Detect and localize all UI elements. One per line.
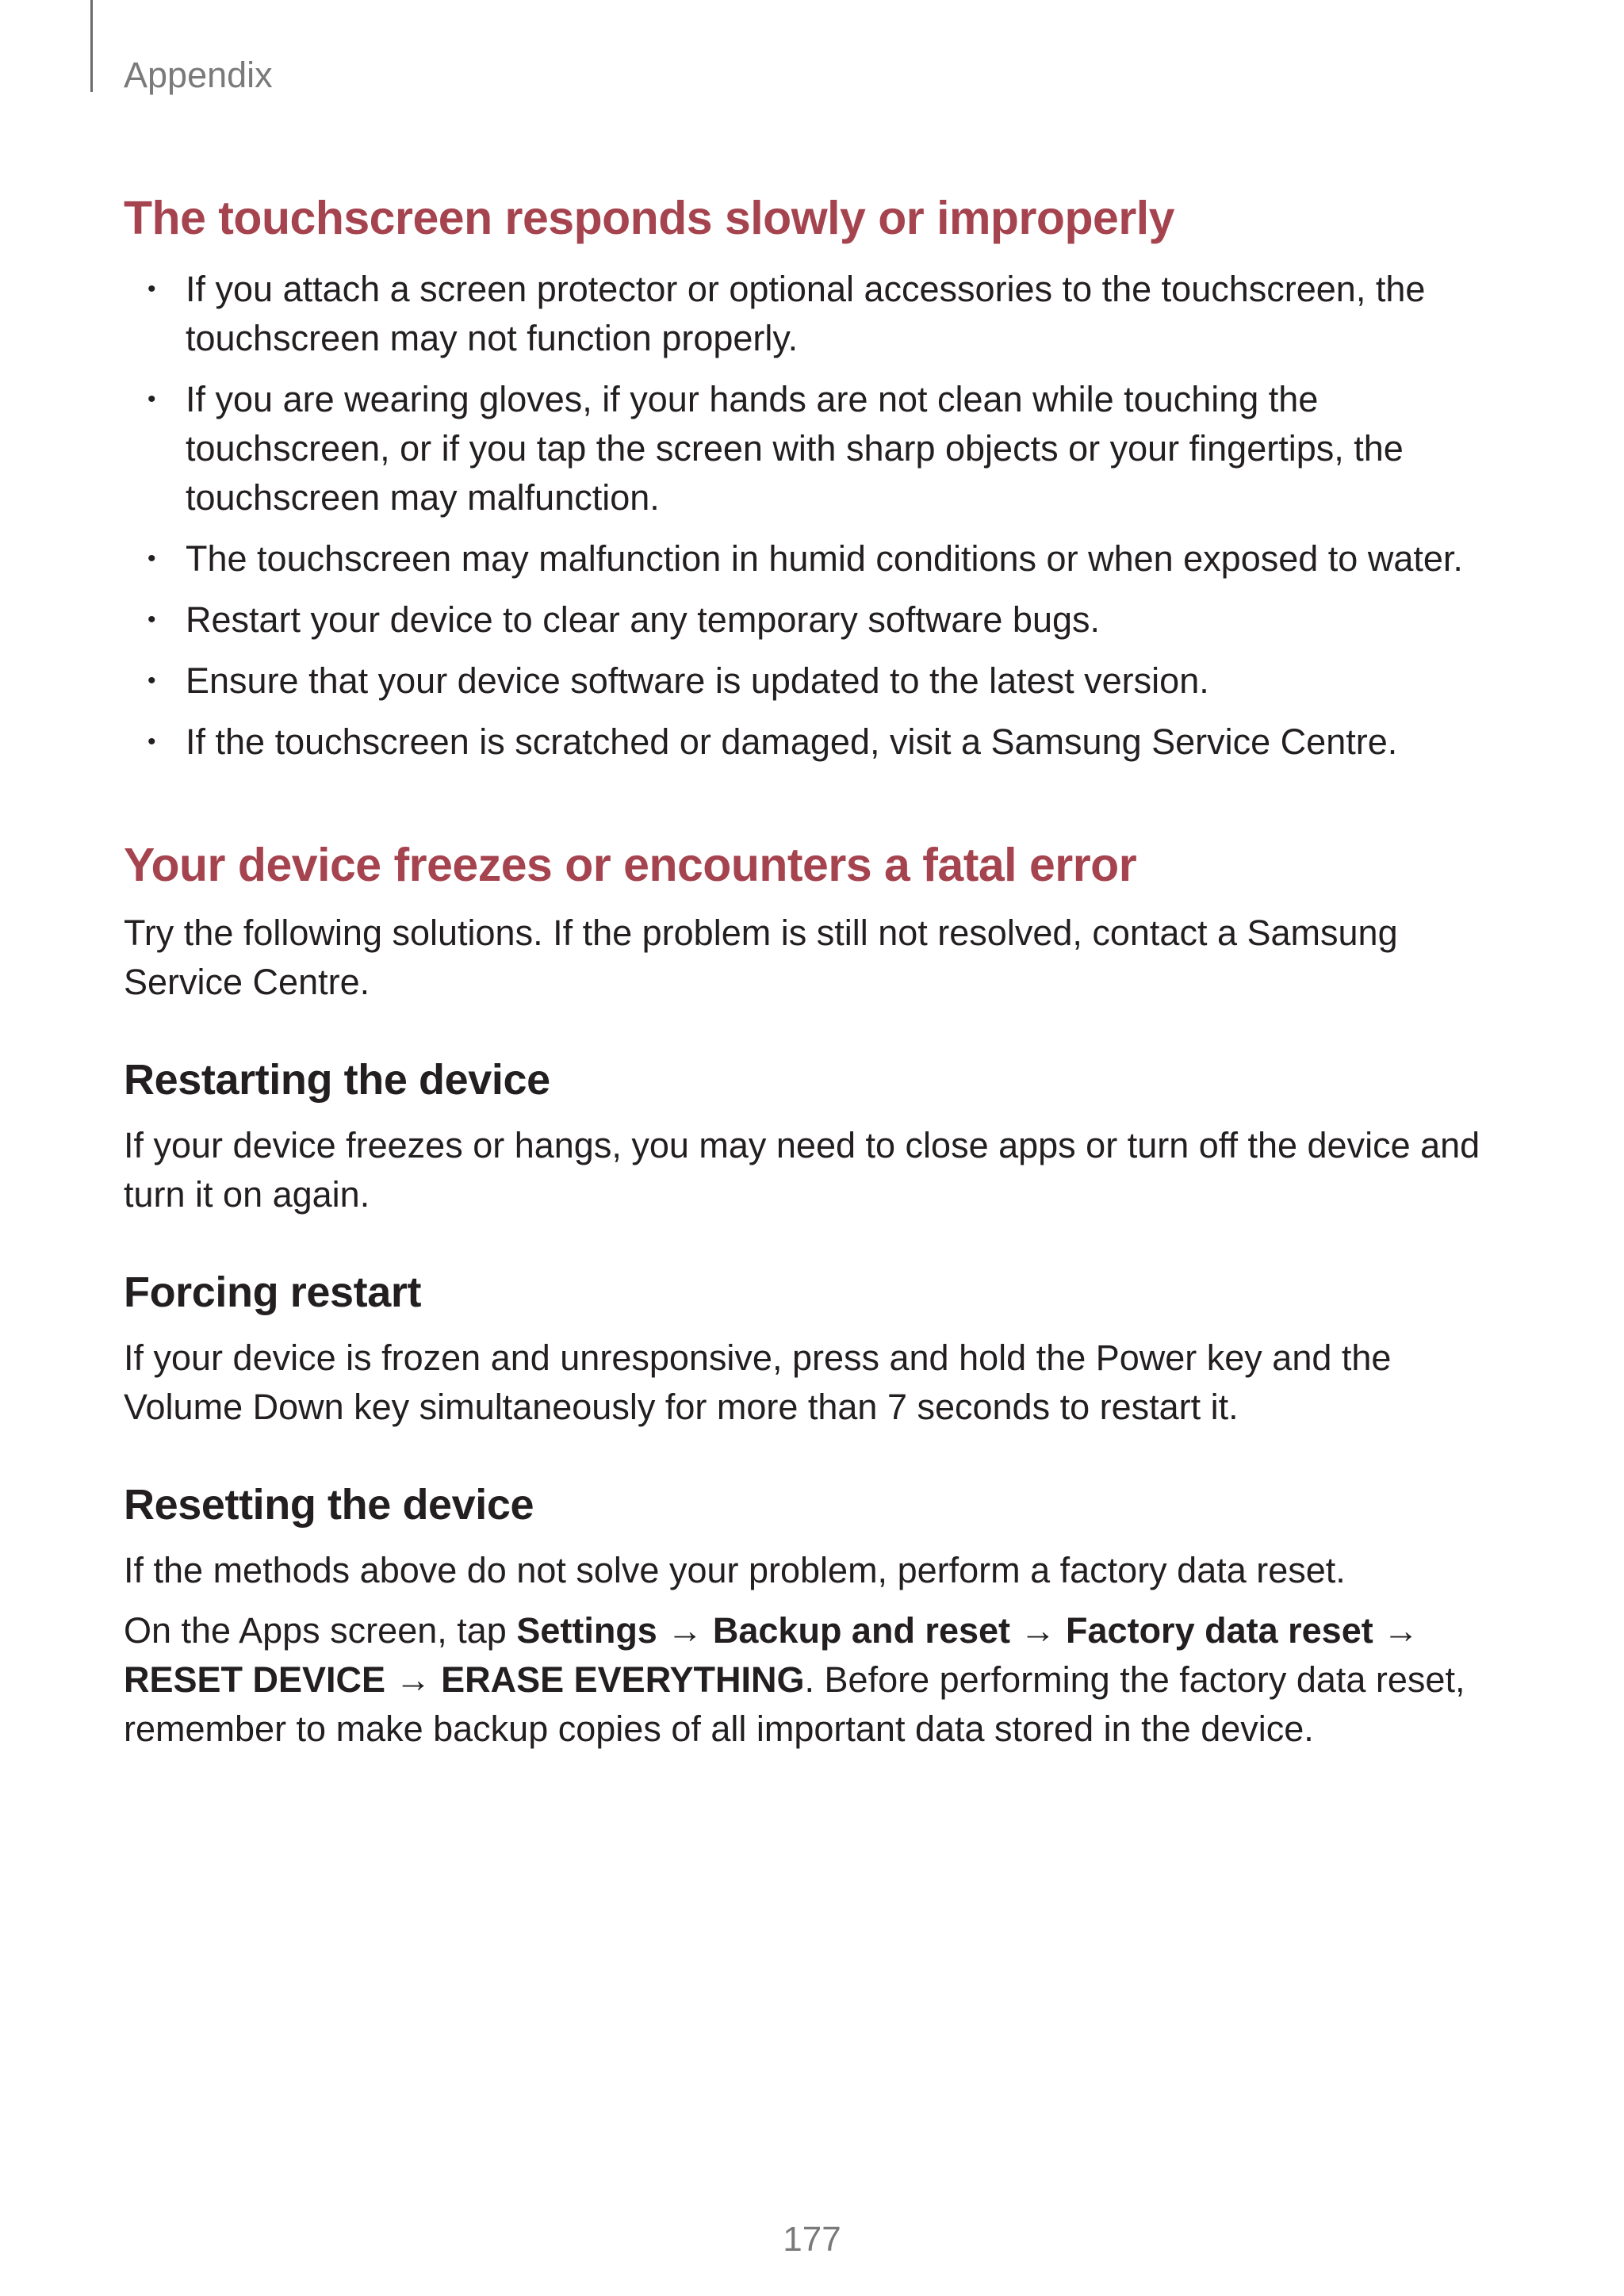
list-item: • Ensure that your device software is updated to the latest version. — [124, 656, 1488, 706]
bullet-icon: • — [147, 545, 156, 572]
page-number: 177 — [783, 2220, 841, 2259]
arrow-icon: → — [667, 1610, 703, 1651]
touchscreen-bullet-list — [124, 265, 1488, 767]
arrow-icon: → — [395, 1659, 431, 1700]
bullet-icon: • — [147, 386, 156, 412]
list-item: • If you are wearing gloves, if your hands are not clean while touching the touchscreen, or if you tap the screen with sharp objects or your fingertips, the touchscreen may malfunction. — [124, 375, 1488, 522]
menu-path-factory-data-reset: Factory data reset — [1066, 1610, 1373, 1651]
list-item: • If the touchscreen is scratched or damaged, visit a Samsung Service Centre. — [124, 718, 1488, 767]
bullet-icon: • — [147, 668, 156, 694]
arrow-icon: → — [1020, 1610, 1056, 1651]
section-title-freezes: Your device freezes or encounters a fatal error — [124, 839, 1137, 891]
restarting-text: If your device freezes or hangs, you may need to close apps or turn off the device and turn it on again. — [124, 1125, 1480, 1215]
resetting-text-1: If the methods above do not solve your problem, perform a factory data reset. — [124, 1550, 1346, 1590]
list-item: • The touchscreen may malfunction in humid conditions or when exposed to water. — [124, 534, 1488, 584]
page-content — [124, 184, 1488, 1754]
section-title-touchscreen: The touchscreen responds slowly or improperly — [124, 192, 1174, 244]
forcing-restart-text: If your device is frozen and unresponsive, press and hold the Power key and the Volume Down key simultaneously for more than 7 seconds to restart it. — [124, 1337, 1392, 1427]
menu-path-erase-everything: ERASE EVERYTHING — [441, 1659, 805, 1700]
arrow-icon: → — [1383, 1610, 1419, 1651]
running-head: Appendix — [124, 55, 273, 95]
subtitle-resetting: Resetting the device — [124, 1481, 534, 1529]
list-item: • Restart your device to clear any temporary software bugs. — [124, 595, 1488, 645]
bullet-icon: • — [147, 607, 156, 633]
resetting-text-2: On the Apps screen, tap Settings → Backup and reset → Factory data reset → RESET DEVICE → ERASE EVERYTHING. Before performing the factory data reset, remember to make backup copies of all important data stored in the device. — [124, 1610, 1465, 1749]
bullet-icon: • — [147, 276, 156, 302]
subtitle-forcing-restart: Forcing restart — [124, 1269, 422, 1316]
menu-path-reset-device: RESET DEVICE — [124, 1659, 386, 1700]
bullet-icon: • — [147, 729, 156, 755]
list-item: • If you attach a screen protector or optional accessories to the touchscreen, the touchscreen may not function properly. — [124, 265, 1488, 363]
subtitle-restarting: Restarting the device — [124, 1056, 550, 1104]
menu-path-backup-reset: Backup and reset — [712, 1610, 1011, 1651]
menu-path-settings: Settings — [516, 1610, 657, 1651]
freezes-intro: Try the following solutions. If the problem is still not resolved, contact a Samsung Service Centre. — [124, 913, 1398, 1002]
header-rule — [90, 0, 93, 92]
